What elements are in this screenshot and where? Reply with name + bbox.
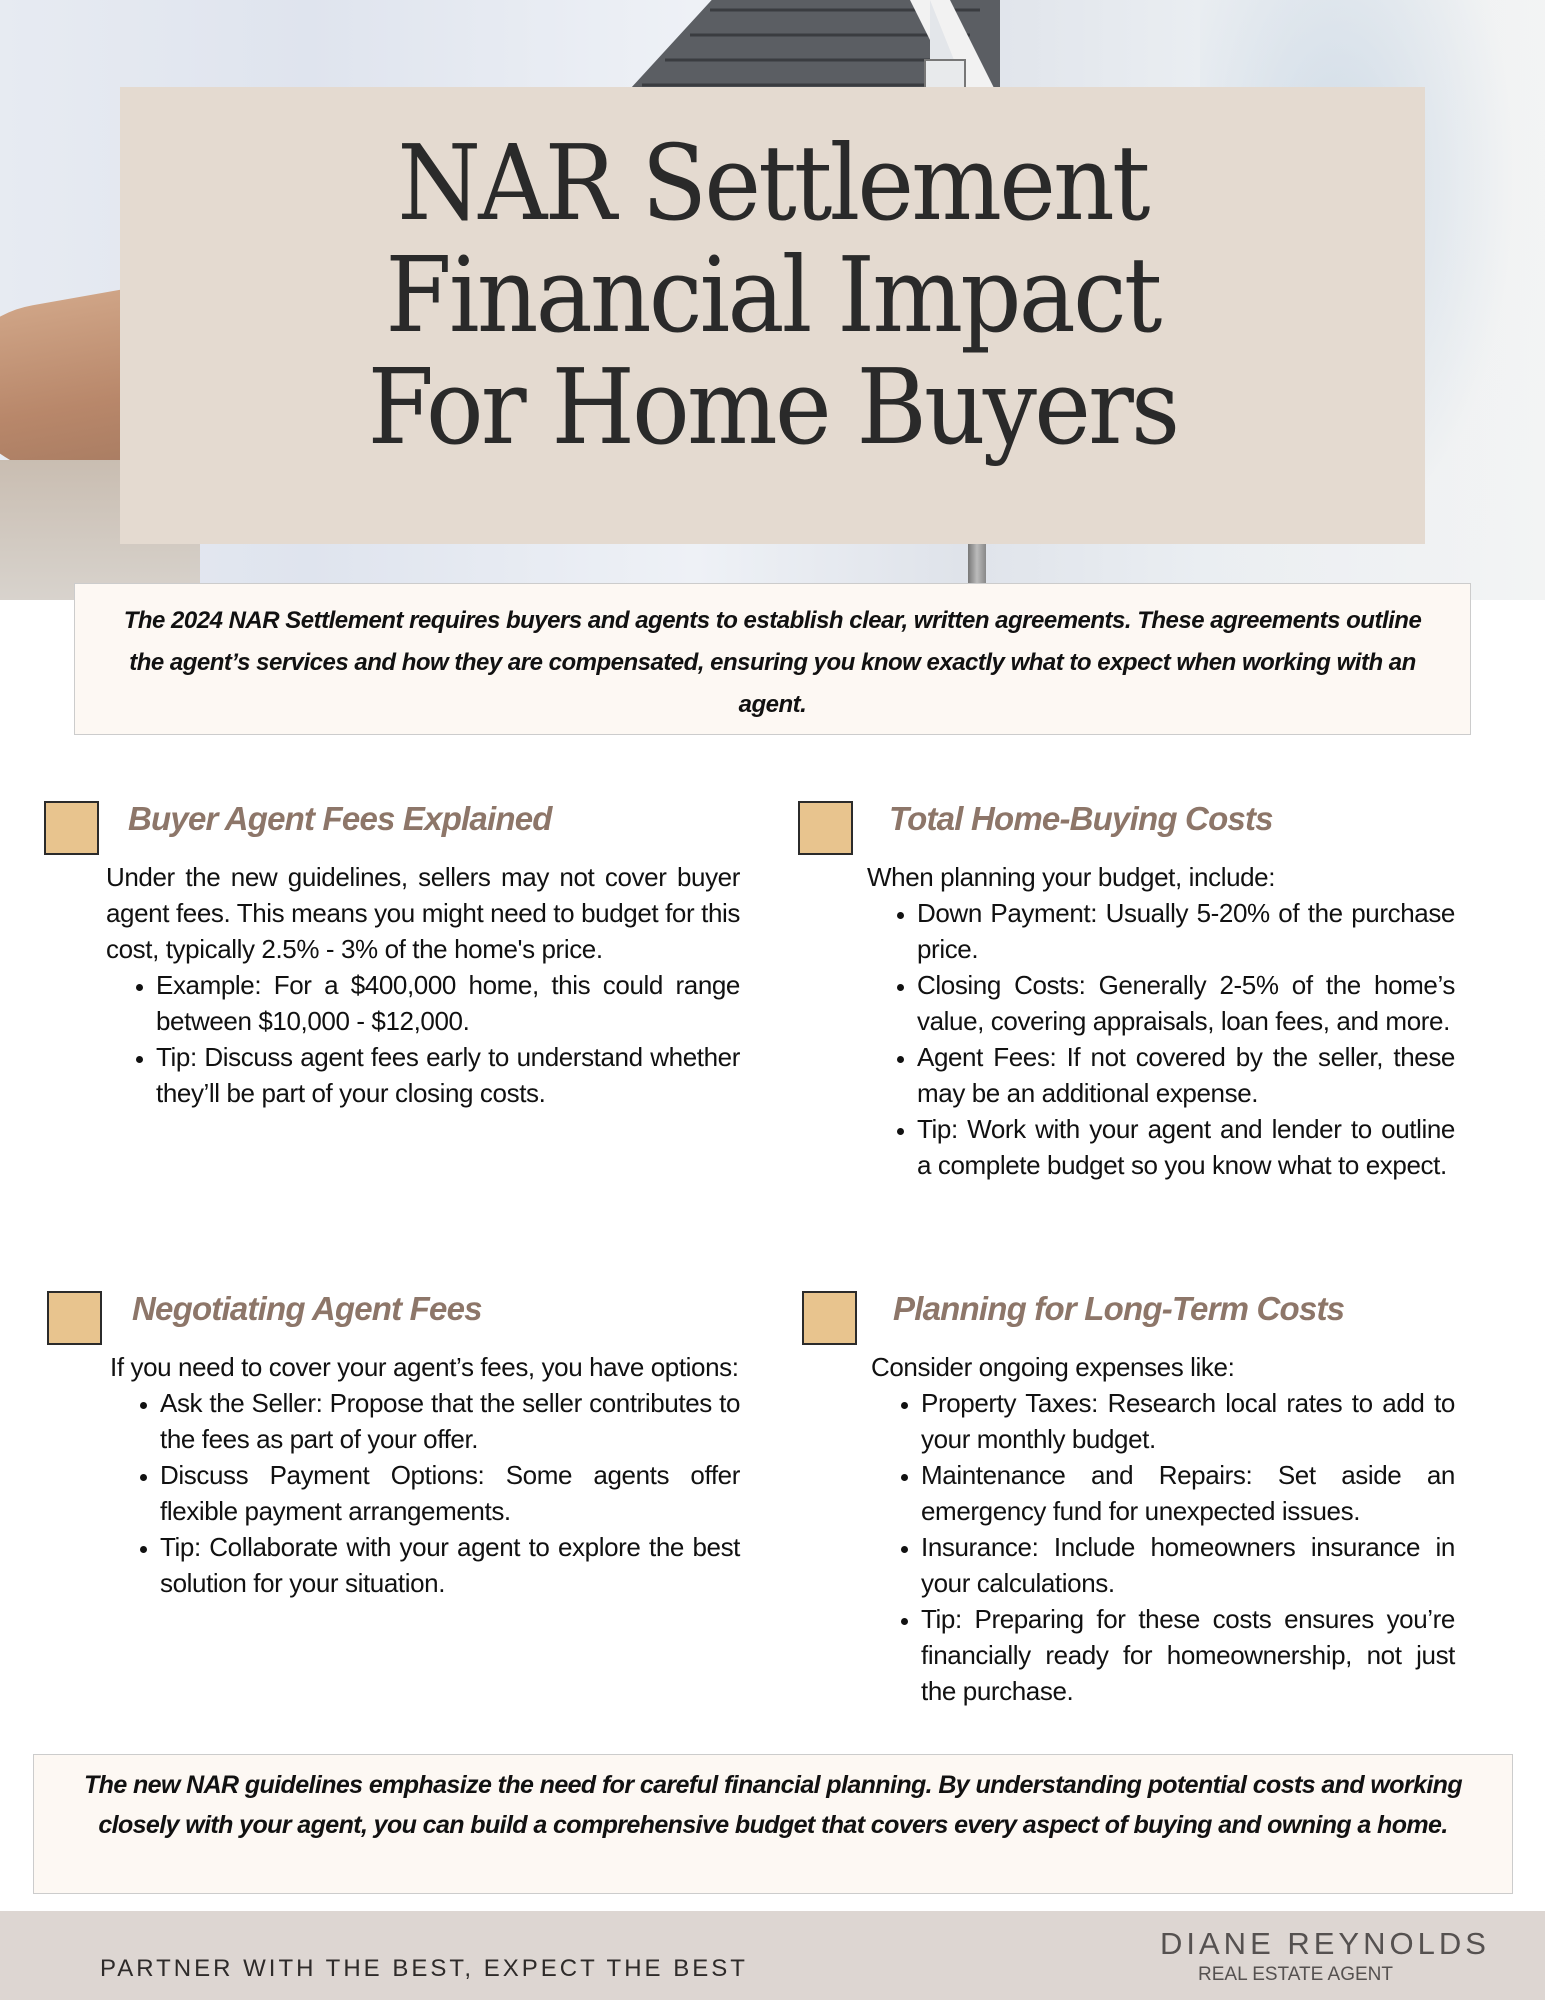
square-checkbox-icon xyxy=(47,1291,102,1345)
section-title: Total Home-Buying Costs xyxy=(889,800,1273,837)
intro-text: The 2024 NAR Settlement requires buyers and agents to establish clear, written agreements. These agreements outline the agent’s services and how they are compensated, ensuring you know exactly what to expect when working with an agent. xyxy=(123,607,1422,718)
section-intro: If you need to cover your agent’s fees, you have options: xyxy=(110,1352,739,1382)
section-body xyxy=(867,859,1455,1183)
section-title: Buyer Agent Fees Explained xyxy=(128,800,552,837)
agent-role: REAL ESTATE AGENT xyxy=(1198,1964,1393,1985)
footer xyxy=(0,1911,1545,2000)
page-title xyxy=(172,122,1373,468)
square-checkbox-icon xyxy=(798,801,853,855)
list-item: • Insurance: Include homeowners insurance in your calculations. xyxy=(921,1529,1455,1601)
bullet-list xyxy=(110,1385,740,1601)
house-roof-icon xyxy=(560,0,1000,100)
list-item: • Discuss Payment Options: Some agents offer flexible payment arrangements. xyxy=(160,1457,740,1529)
list-item: • Closing Costs: Generally 2-5% of the home’s value, covering appraisals, loan fees, and more. xyxy=(917,967,1455,1039)
list-item: • Maintenance and Repairs: Set aside an emergency fund for unexpected issues. xyxy=(921,1457,1455,1529)
section-body xyxy=(106,859,740,1111)
list-item: • Tip: Discuss agent fees early to understand whether they’ll be part of your closing costs. xyxy=(156,1039,740,1111)
list-item: • Tip: Collaborate with your agent to explore the best solution for your situation. xyxy=(160,1529,740,1601)
square-checkbox-icon xyxy=(802,1291,857,1345)
title-line: For Home Buyers xyxy=(367,346,1178,468)
square-checkbox-icon xyxy=(44,801,99,855)
section-intro: When planning your budget, include: xyxy=(867,862,1276,892)
footer-tagline: PARTNER WITH THE BEST, EXPECT THE BEST xyxy=(100,1955,748,1982)
intro-box xyxy=(74,583,1471,735)
list-item: • Agent Fees: If not covered by the seller, these may be an additional expense. xyxy=(917,1039,1455,1111)
section-title: Planning for Long-Term Costs xyxy=(893,1290,1345,1327)
list-item: • Tip: Work with your agent and lender to outline a complete budget so you know what to expect. xyxy=(917,1111,1455,1183)
list-item: • Down Payment: Usually 5-20% of the purchase price. xyxy=(917,895,1455,967)
section-body xyxy=(871,1349,1455,1709)
title-line: NAR Settlement xyxy=(397,122,1148,244)
bullet-list xyxy=(106,967,740,1111)
section-body xyxy=(110,1349,740,1601)
closing-box xyxy=(33,1754,1513,1894)
title-line: Financial Impact xyxy=(385,234,1160,356)
bullet-list xyxy=(871,1385,1455,1709)
section-intro: Under the new guidelines, sellers may not cover buyer agent fees. This means you might need to budget for this cost, typically 2.5% - 3% of the home's price. xyxy=(106,862,740,964)
section-title: Negotiating Agent Fees xyxy=(132,1290,482,1327)
agent-name: DIANE REYNOLDS xyxy=(1160,1926,1490,1961)
list-item: • Ask the Seller: Propose that the seller contributes to the fees as part of your offer. xyxy=(160,1385,740,1457)
closing-text: The new NAR guidelines emphasize the need for careful financial planning. By understanding potential costs and working closely with your agent, you can build a comprehensive budget that covers every aspect of buying and owning a home. xyxy=(83,1771,1463,1839)
bullet-list xyxy=(867,895,1455,1183)
section-intro: Consider ongoing expenses like: xyxy=(871,1352,1235,1382)
list-item: • Property Taxes: Research local rates to add to your monthly budget. xyxy=(921,1385,1455,1457)
title-card xyxy=(120,87,1425,544)
list-item: • Tip: Preparing for these costs ensures you’re financially ready for homeownership, not just the purchase. xyxy=(921,1601,1455,1709)
list-item: • Example: For a $400,000 home, this could range between $10,000 - $12,000. xyxy=(156,967,740,1039)
